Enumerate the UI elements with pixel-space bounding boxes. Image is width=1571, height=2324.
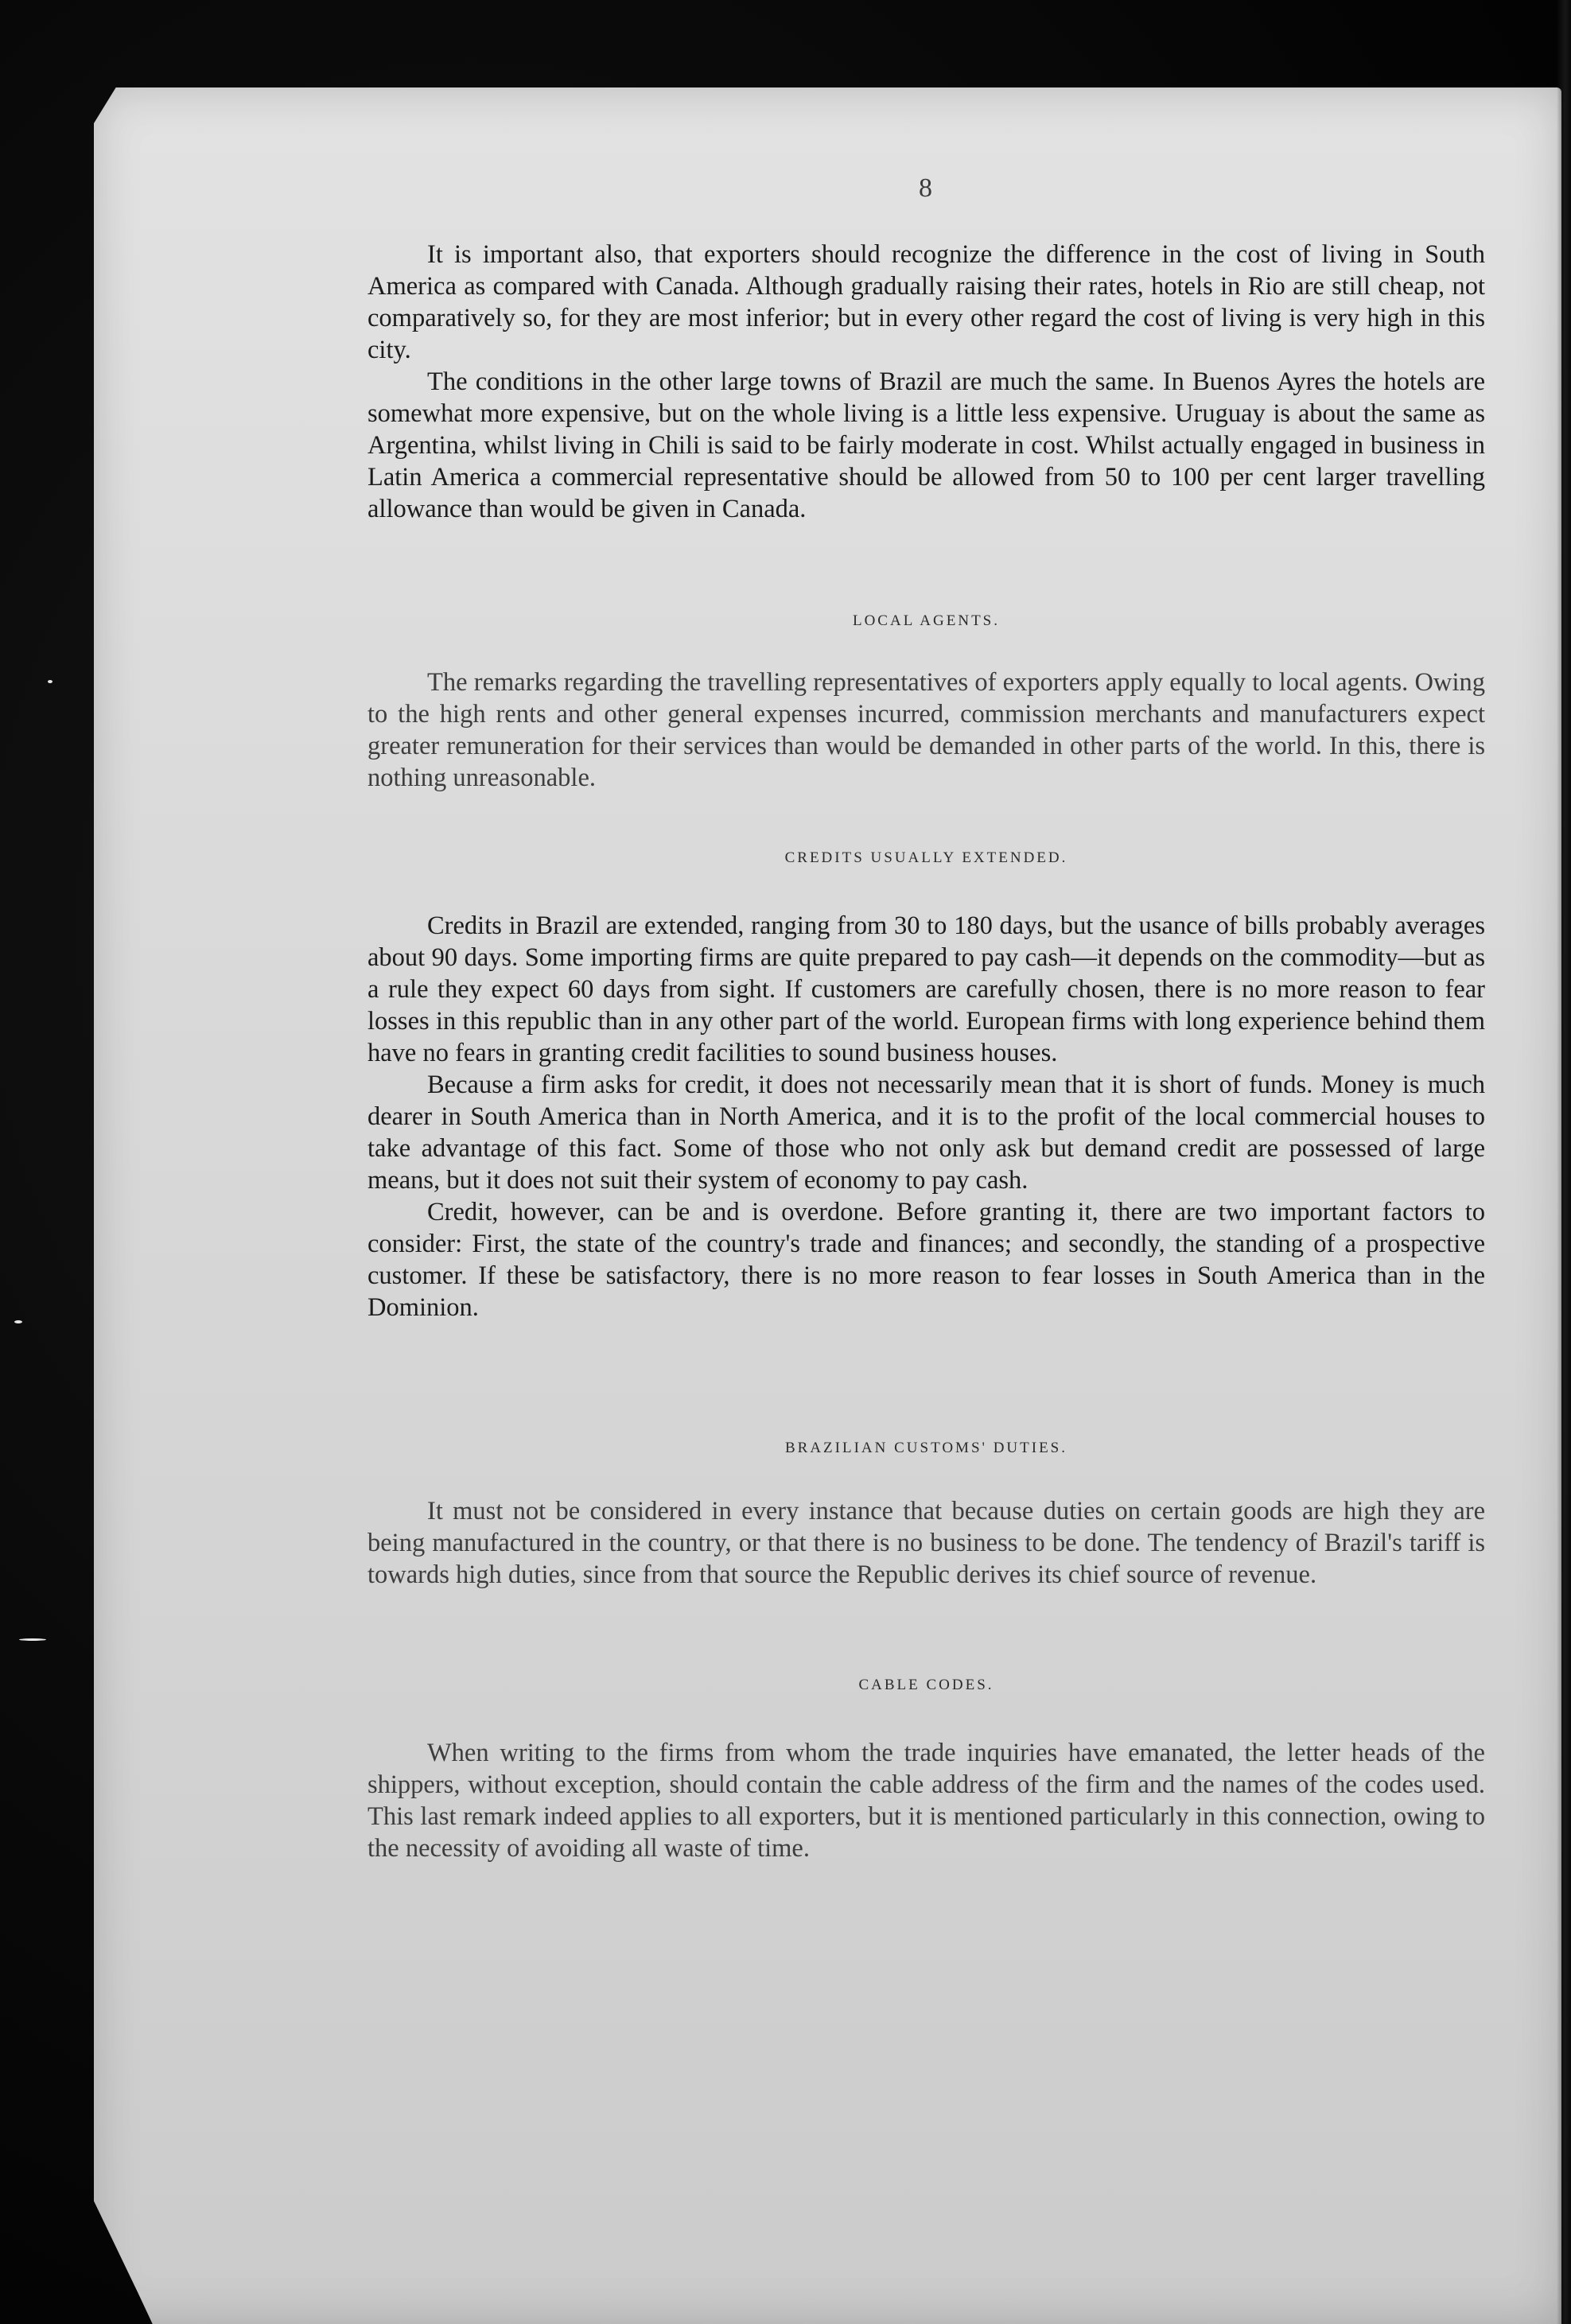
paragraph: Because a firm asks for credit, it does not necessarily mean that it is short of funds. Money is much dearer in South America than in North America, and it is to the profit of the local commercial houses to take advantage of this fact. Some of those who not only ask but demand credit are possessed of large means, but it does not suit their system of economy to pay cash. (367, 1071, 1485, 1195)
section-heading-local-agents: LOCAL AGENTS. (852, 612, 1001, 629)
paragraph: Credits in Brazil are extended, ranging from 30 to 180 days, but the usance of bills probably averages about 90 days. Some importing firms are quite prepared to pay cash—it depends on the commodity—but as a rule they expect 60 days from sight. If customers are carefully chosen, there is no more reason to fear losses in this republic than in any other part of the world. European firms with long experience behind them have no fears in granting credit facilities to sound business houses. (367, 911, 1485, 1067)
scan-right-edge (1557, 0, 1571, 2324)
section-heading-customs-duties: BRAZILIAN CUSTOMS' DUTIES. (784, 1440, 1067, 1456)
paragraph: The conditions in the other large towns of Brazil are much the same. In Buenos Ayres the hotels are somewhat more expensive, but on the whole living is a little less expensive. Uruguay is about the same as Argentina, whilst living in Chili is said to be fairly moderate in cost. Whilst actually engaged in business in Latin America a commercial representative should be allowed from 50 to 100 per cent larger travelling allowance than would be given in Canada. (367, 367, 1485, 523)
margin-speck (14, 1320, 22, 1323)
intro-text (367, 239, 1485, 525)
paragraph: It must not be considered in every instance that because duties on certain goods are high they are being manufactured in the country, or that there is no business to be done. The tendency of Brazil's tariff is towards high duties, since from that source the Republic derives its chief source of revenue. (367, 1497, 1485, 1589)
margin-speck (19, 1638, 46, 1641)
margin-speck (48, 680, 52, 683)
page-number: 8 (919, 173, 932, 203)
section-text-credits (367, 910, 1485, 1323)
section-text-cable-codes (367, 1737, 1485, 1864)
section-heading-credits: CREDITS USUALLY EXTENDED. (784, 849, 1068, 866)
section-text-local-agents (367, 666, 1485, 794)
paragraph: When writing to the firms from whom the trade inquiries have emanated, the letter heads of the shippers, without exception, should contain the cable address of the firm and the names of the codes used. This last remark indeed applies to all exporters, but it is mentioned particularly in this connection, owing to the necessity of avoiding all waste of time. (367, 1739, 1485, 1863)
section-text-customs-duties (367, 1495, 1485, 1591)
section-heading-cable-codes: CABLE CODES. (858, 1677, 994, 1693)
paragraph: The remarks regarding the travelling representatives of exporters apply equally to local agents. Owing to the high rents and other general expenses incurred, commission merchants and manufacturers expect greater remuneration for their services than would be demanded in other parts of the world. In this, there is nothing unreasonable. (367, 668, 1485, 792)
paragraph: It is important also, that exporters should recognize the difference in the cost of living in South America as compared with Canada. Although gradually raising their rates, hotels in Rio are still cheap, not comparatively so, for they are most inferior; but in every other regard the cost of living is very high in this city. (367, 240, 1485, 364)
paragraph: Credit, however, can be and is overdone. Before granting it, there are two important factors to consider: First, the state of the country's trade and finances; and secondly, the standing of a prospective customer. If these be satisfactory, there is no more reason to fear losses in South America than in the Dominion. (367, 1198, 1485, 1322)
